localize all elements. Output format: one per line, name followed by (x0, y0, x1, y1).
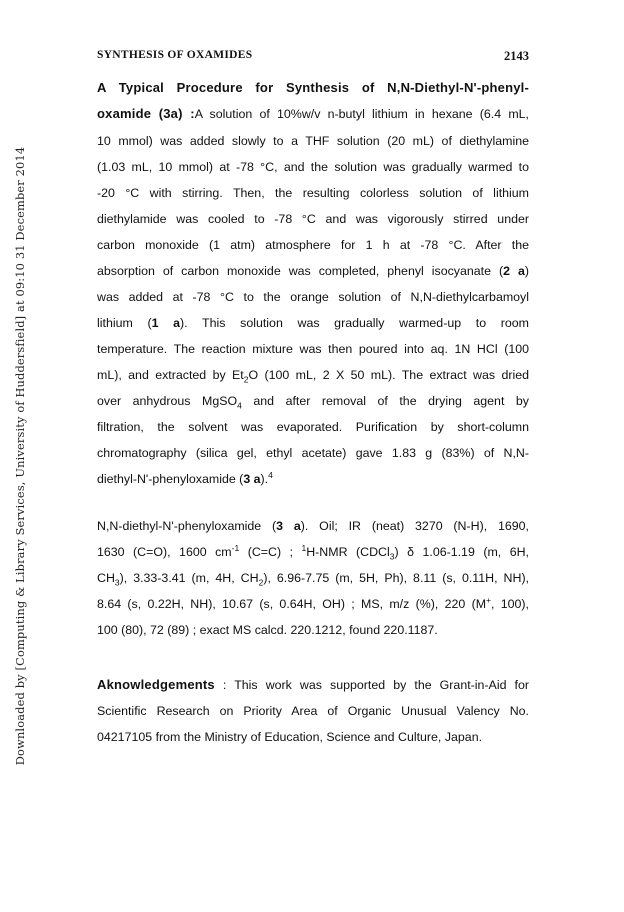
char-line-4 (97, 595, 529, 613)
superscript: 1 (301, 542, 307, 553)
procedure-line-9 (97, 314, 529, 332)
procedure-text: lithium ( (97, 316, 152, 330)
procedure-line-5: diethylamide was cooled to -78 °C and was vigorously stirred under (97, 212, 529, 226)
procedure-text: absorption of carbon monoxide was completed, phenyl isocyanate ( (97, 264, 504, 278)
procedure-line-6: carbon monoxide (1 atm) atmosphere for 1 h at -78 °C. After the (97, 238, 529, 252)
running-title: SYNTHESIS OF OXAMIDES (97, 49, 253, 61)
char-text: ) δ 1.06-1.19 (m, 6H, (394, 545, 529, 559)
procedure-heading-cont: oxamide (3a) : (97, 106, 195, 121)
compound-ref: 2 a (503, 264, 525, 278)
char-line-1 (97, 517, 529, 535)
ack-line-1 (97, 676, 529, 694)
subscript: 3 (114, 577, 120, 588)
procedure-line-4: -20 °C with stirring. Then, the resulting colorless solution of lithium (97, 186, 529, 200)
procedure-line-15 (97, 470, 529, 488)
procedure-text: A solution of 10%w/v n-butyl lithium in hexane (6.4 mL, (194, 107, 529, 121)
char-text: H-NMR (CDCl (306, 545, 390, 559)
char-text: ), 6.96-7.75 (m, 5H, Ph), 8.11 (s, 0.11H, NH), (263, 571, 530, 585)
ack-heading: Aknowledgements (97, 677, 215, 692)
page-number: 2143 (504, 49, 529, 63)
superscript: -1 (231, 542, 240, 553)
ack-text: : This work was supported by the Grant-in-Aid for (214, 678, 529, 692)
procedure-text: over anhydrous MgSO (97, 394, 238, 408)
ack-line-2: Scientific Research on Priority Area of Organic Unusual Valency No. (97, 704, 529, 718)
subscript: 4 (237, 400, 242, 411)
procedure-line-1 (97, 105, 529, 123)
procedure-text: diethyl-N'-phenyloxamide ( (97, 472, 244, 486)
char-line-5: 100 (80), 72 (89) ; exact MS calcd. 220.1212, found 220.1187. (97, 623, 438, 637)
procedure-line-14: chromatography (silica gel, ethyl acetate) gave 1.83 g (83%) of N,N- (97, 446, 529, 460)
procedure-text: ). (260, 472, 269, 486)
compound-ref: 1 a (151, 316, 181, 330)
char-line-2 (97, 543, 529, 561)
procedure-line-11 (97, 366, 529, 384)
procedure-line-3: (1.03 mL, 10 mmol) at -78 °C, and the solution was gradually warmed to (97, 160, 529, 174)
compound-ref: 3 a (276, 519, 301, 533)
char-text: ), 3.33-3.41 (m, 4H, CH (119, 571, 259, 585)
superscript: + (486, 594, 491, 605)
running-header (97, 49, 529, 65)
subscript: 2 (243, 374, 249, 385)
procedure-text: ) (524, 264, 529, 278)
char-text: CH (97, 571, 115, 585)
download-note: Downloaded by [Computing & Library Services, University of Huddersfield] at 09:10 31 December 2014 (13, 146, 28, 766)
char-line-3 (97, 569, 529, 587)
subscript: 3 (389, 551, 395, 562)
char-text: ). Oil; IR (neat) 3270 (N-H), 1690, (300, 519, 529, 533)
procedure-line-12 (97, 392, 529, 410)
procedure-line-2: 10 mmol) was added slowly to a THF solution (20 mL) of diethylamine (97, 134, 529, 148)
reference-marker: 4 (268, 469, 273, 480)
procedure-text: ). This solution was gradually warmed-up to room (180, 316, 529, 330)
ack-line-3: 04217105 from the Ministry of Education, Science and Culture, Japan. (97, 730, 483, 744)
procedure-line-13: filtration, the solvent was evaporated. Purification by short-column (97, 420, 529, 434)
procedure-line-7 (97, 262, 529, 280)
compound-ref: 3 a (243, 472, 261, 486)
subscript: 2 (258, 577, 264, 588)
procedure-line-10: temperature. The reaction mixture was then poured into aq. 1N HCl (100 (97, 342, 529, 356)
char-text: (C=C) ; (239, 545, 302, 559)
char-text: , 100), (491, 597, 529, 611)
procedure-text: mL), and extracted by Et (97, 368, 244, 382)
char-text: N,N-diethyl-N'-phenyloxamide ( (97, 519, 277, 533)
procedure-line-8: was added at -78 °C to the orange solution of N,N-diethylcarbamoyl (97, 290, 529, 304)
procedure-heading: A Typical Procedure for Synthesis of N,N-Diethyl-N'-phenyl- (97, 80, 529, 95)
download-watermark (3, 1, 37, 911)
char-text: 1630 (C=O), 1600 cm (97, 545, 232, 559)
char-text: 8.64 (s, 0.22H, NH), 10.67 (s, 0.64H, OH) ; MS, m/z (%), 220 (M (97, 597, 487, 611)
procedure-text: O (100 mL, 2 X 50 mL). The extract was dried (248, 368, 530, 382)
procedure-text: and after removal of the drying agent by (241, 394, 529, 408)
